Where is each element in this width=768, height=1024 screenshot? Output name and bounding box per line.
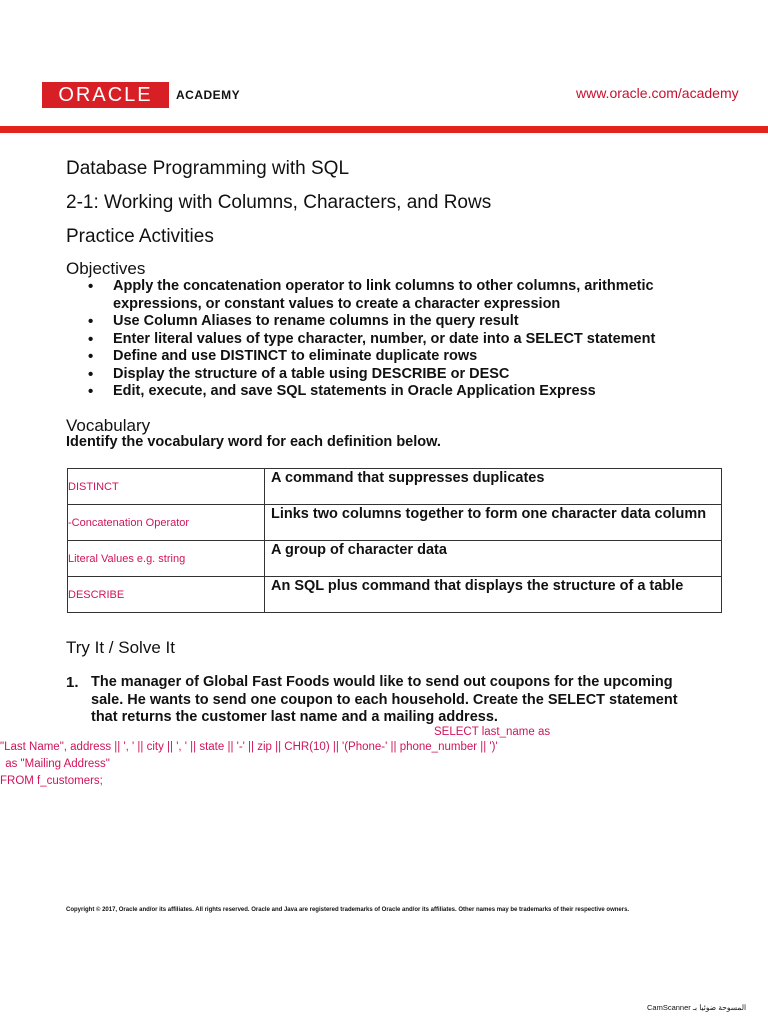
- oracle-logo: [42, 82, 169, 108]
- objective-item: • Display the structure of a table using DESCRIBE or DESC: [86, 366, 706, 384]
- vocabulary-instruction: Identify the vocabulary word for each definition below.: [66, 434, 441, 450]
- lesson-title: 2-1: Working with Columns, Characters, and Rows: [66, 192, 492, 213]
- objectives-list: [86, 278, 706, 401]
- vocab-term-cell: DISTINCT: [68, 469, 265, 505]
- activity-title: Practice Activities: [66, 226, 214, 247]
- vocabulary-table: [67, 468, 722, 613]
- vocab-definition-cell: A group of character data: [265, 541, 722, 577]
- question-number: 1.: [66, 674, 79, 691]
- objective-item: • Use Column Aliases to rename columns in the query result: [86, 313, 706, 331]
- copyright-notice: Copyright © 2017, Oracle and/or its affiliates. All rights reserved. Oracle and Java are registered trademarks of Oracle and/or its affiliates. Other names may be trademarks of their respective owners.: [66, 907, 630, 913]
- answer-line: "Last Name", address || ', ' || city || ', ' || state || '-' || zip || CHR(10) || '(Phone-' || phone_number || ')': [0, 741, 498, 753]
- vocab-definition-cell: An SQL plus command that displays the structure of a table: [265, 577, 722, 613]
- try-it-heading: Try It / Solve It: [66, 638, 175, 657]
- academy-url-link[interactable]: www.oracle.com/academy: [576, 85, 739, 101]
- objective-item: • Enter literal values of type character, number, or date into a SELECT statement: [86, 331, 706, 349]
- question-text: The manager of Global Fast Foods would like to send out coupons for the upcoming sale. He wants to send one coupon to each household. Create the SELECT statement that returns the customer last name and a mailing address.: [91, 674, 678, 725]
- answer-line: SELECT last_name as: [434, 726, 551, 738]
- vocab-term-cell: Literal Values e.g. string: [68, 541, 265, 577]
- table-row: [68, 577, 722, 613]
- header-divider: [0, 126, 768, 133]
- scanner-watermark: CamScanner المسوحة ضوئيا بـ: [647, 1003, 747, 1012]
- table-row: [68, 541, 722, 577]
- objective-item: • Apply the concatenation operator to link columns to other columns, arithmetic expressions, or constant values to create a character expression: [86, 278, 706, 313]
- vocab-term-cell: -Concatenation Operator: [68, 505, 265, 541]
- answer-line: FROM f_customers;: [0, 775, 103, 787]
- table-row: [68, 505, 722, 541]
- objective-item: • Edit, execute, and save SQL statements in Oracle Application Express: [86, 383, 706, 401]
- vocab-term-cell: DESCRIBE: [68, 577, 265, 613]
- vocab-definition-cell: A command that suppresses duplicates: [265, 469, 722, 505]
- answer-line: as "Mailing Address": [2, 758, 110, 770]
- oracle-logo-text: ORACLE: [58, 83, 153, 106]
- objective-item: • Define and use DISTINCT to eliminate duplicate rows: [86, 348, 706, 366]
- academy-label: ACADEMY: [176, 88, 241, 102]
- vocab-definition-cell: Links two columns together to form one character data column: [265, 505, 722, 541]
- objectives-heading: Objectives: [66, 259, 146, 278]
- course-title: Database Programming with SQL: [66, 158, 350, 179]
- vocabulary-heading: Vocabulary: [66, 416, 151, 435]
- table-row: [68, 469, 722, 505]
